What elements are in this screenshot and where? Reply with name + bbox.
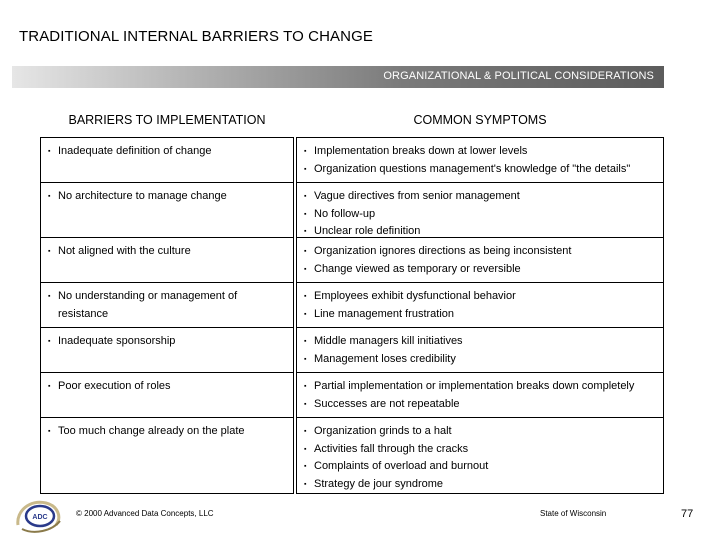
symptom-text: Change viewed as temporary or reversible <box>314 262 521 275</box>
header-symptoms: COMMON SYMPTOMS <box>413 113 547 127</box>
symptom-text: Implementation breaks down at lower levels <box>314 145 528 157</box>
symptom-item <box>304 441 660 459</box>
symptom-text: Complaints of overload and burnout <box>314 460 489 472</box>
bullet-icon: ▪ <box>304 165 307 173</box>
symptom-item <box>304 243 660 261</box>
symptom-item <box>304 333 660 351</box>
symptom-text: Successes are not repeatable <box>314 397 460 410</box>
barrier-cell <box>48 378 288 396</box>
symptom-item <box>304 351 660 369</box>
bullet-icon: ▪ <box>304 293 307 300</box>
symptom-item <box>304 476 660 494</box>
bullet-icon: ▪ <box>304 193 307 200</box>
symptom-item <box>304 306 660 324</box>
symptom-text: Partial implementation or implementation breaks down completely <box>314 380 635 392</box>
symptom-text: Unclear role definition <box>314 225 421 237</box>
symptoms-cell <box>304 143 660 178</box>
symptoms-cell <box>304 243 660 278</box>
symptom-text: Management loses credibility <box>314 352 456 365</box>
symptom-text: Strategy de jour syndrome <box>314 477 444 490</box>
bullet-icon: ▪ <box>48 293 51 300</box>
symptom-item <box>304 396 660 414</box>
barrier-text: No architecture to manage change <box>58 190 227 202</box>
row-divider <box>296 327 664 328</box>
symptom-item <box>304 188 660 206</box>
bullet-icon: ▪ <box>304 383 307 390</box>
bullet-icon: ▪ <box>48 193 51 200</box>
barrier-text: Inadequate definition of change <box>58 145 212 157</box>
slide-title: TRADITIONAL INTERNAL BARRIERS TO CHANGE <box>19 28 373 45</box>
symptom-text: Organization questions management's knowledge of "the details" <box>314 162 631 175</box>
adc-logo <box>14 497 64 533</box>
row-divider <box>296 182 664 183</box>
bullet-icon: ▪ <box>304 445 307 453</box>
row-divider <box>296 282 664 283</box>
row-divider <box>40 417 294 418</box>
symptom-text: Organization ignores directions as being inconsistent <box>314 245 572 257</box>
bullet-icon: ▪ <box>304 248 307 255</box>
bullet-icon: ▪ <box>48 148 51 155</box>
row-divider <box>40 327 294 328</box>
symptom-item <box>304 288 660 306</box>
organization-name: State of Wisconsin <box>540 509 607 518</box>
row-divider <box>296 417 664 418</box>
bullet-icon: ▪ <box>304 265 307 273</box>
bullet-icon: ▪ <box>304 310 307 318</box>
row-divider <box>40 282 294 283</box>
symptom-item <box>304 423 660 441</box>
page-number: 77 <box>681 508 694 520</box>
symptom-item <box>304 161 660 179</box>
bullet-icon: ▪ <box>304 463 307 470</box>
barrier-cell <box>48 423 288 441</box>
barrier-cell <box>48 243 288 261</box>
symptoms-cell <box>304 378 660 413</box>
bullet-icon: ▪ <box>48 338 51 345</box>
barrier-text: Too much change already on the plate <box>58 425 245 437</box>
bullet-icon: ▪ <box>48 383 51 390</box>
symptom-text: Activities fall through the cracks <box>314 442 469 455</box>
bullet-icon: ▪ <box>304 228 307 235</box>
row-divider <box>296 372 664 373</box>
symptoms-cell <box>304 423 660 493</box>
copyright: © 2000 Advanced Data Concepts, LLC <box>76 509 214 518</box>
bullet-icon: ▪ <box>304 210 307 218</box>
header-barriers: BARRIERS TO IMPLEMENTATION <box>68 113 266 127</box>
symptom-item <box>304 143 660 161</box>
row-divider <box>40 182 294 183</box>
symptom-item <box>304 378 660 396</box>
symptom-item <box>304 458 660 476</box>
bullet-icon: ▪ <box>48 248 51 255</box>
symptom-item <box>304 206 660 224</box>
barrier-text: No understanding or management of resistance <box>58 290 238 320</box>
symptom-text: Middle managers kill initiatives <box>314 335 463 347</box>
bullet-icon: ▪ <box>304 148 307 155</box>
symptom-text: Employees exhibit dysfunctional behavior <box>314 290 516 302</box>
row-divider <box>40 372 294 373</box>
barrier-cell <box>48 333 288 351</box>
bullet-icon: ▪ <box>48 428 51 435</box>
barrier-cell <box>48 143 288 161</box>
symptom-item <box>304 261 660 279</box>
adc-logo-text: ADC <box>32 514 48 521</box>
banner-label: ORGANIZATIONAL & POLITICAL CONSIDERATIONS <box>383 70 654 82</box>
symptom-text: No follow-up <box>314 207 376 220</box>
barrier-cell <box>48 288 288 323</box>
row-divider <box>296 237 664 238</box>
symptoms-cell <box>304 188 660 241</box>
symptom-text: Organization grinds to a halt <box>314 425 452 437</box>
symptoms-cell <box>304 288 660 323</box>
symptom-text: Line management frustration <box>314 307 455 320</box>
bullet-icon: ▪ <box>304 480 307 488</box>
barrier-text: Poor execution of roles <box>58 380 171 392</box>
bullet-icon: ▪ <box>304 355 307 363</box>
section-banner <box>12 66 664 88</box>
barrier-cell <box>48 188 288 206</box>
barrier-text: Inadequate sponsorship <box>58 335 176 347</box>
bullet-icon: ▪ <box>304 338 307 345</box>
bullet-icon: ▪ <box>304 400 307 408</box>
bullet-icon: ▪ <box>304 428 307 435</box>
symptom-text: Vague directives from senior management <box>314 190 520 202</box>
row-divider <box>40 237 294 238</box>
symptoms-cell <box>304 333 660 368</box>
barrier-text: Not aligned with the culture <box>58 245 191 257</box>
